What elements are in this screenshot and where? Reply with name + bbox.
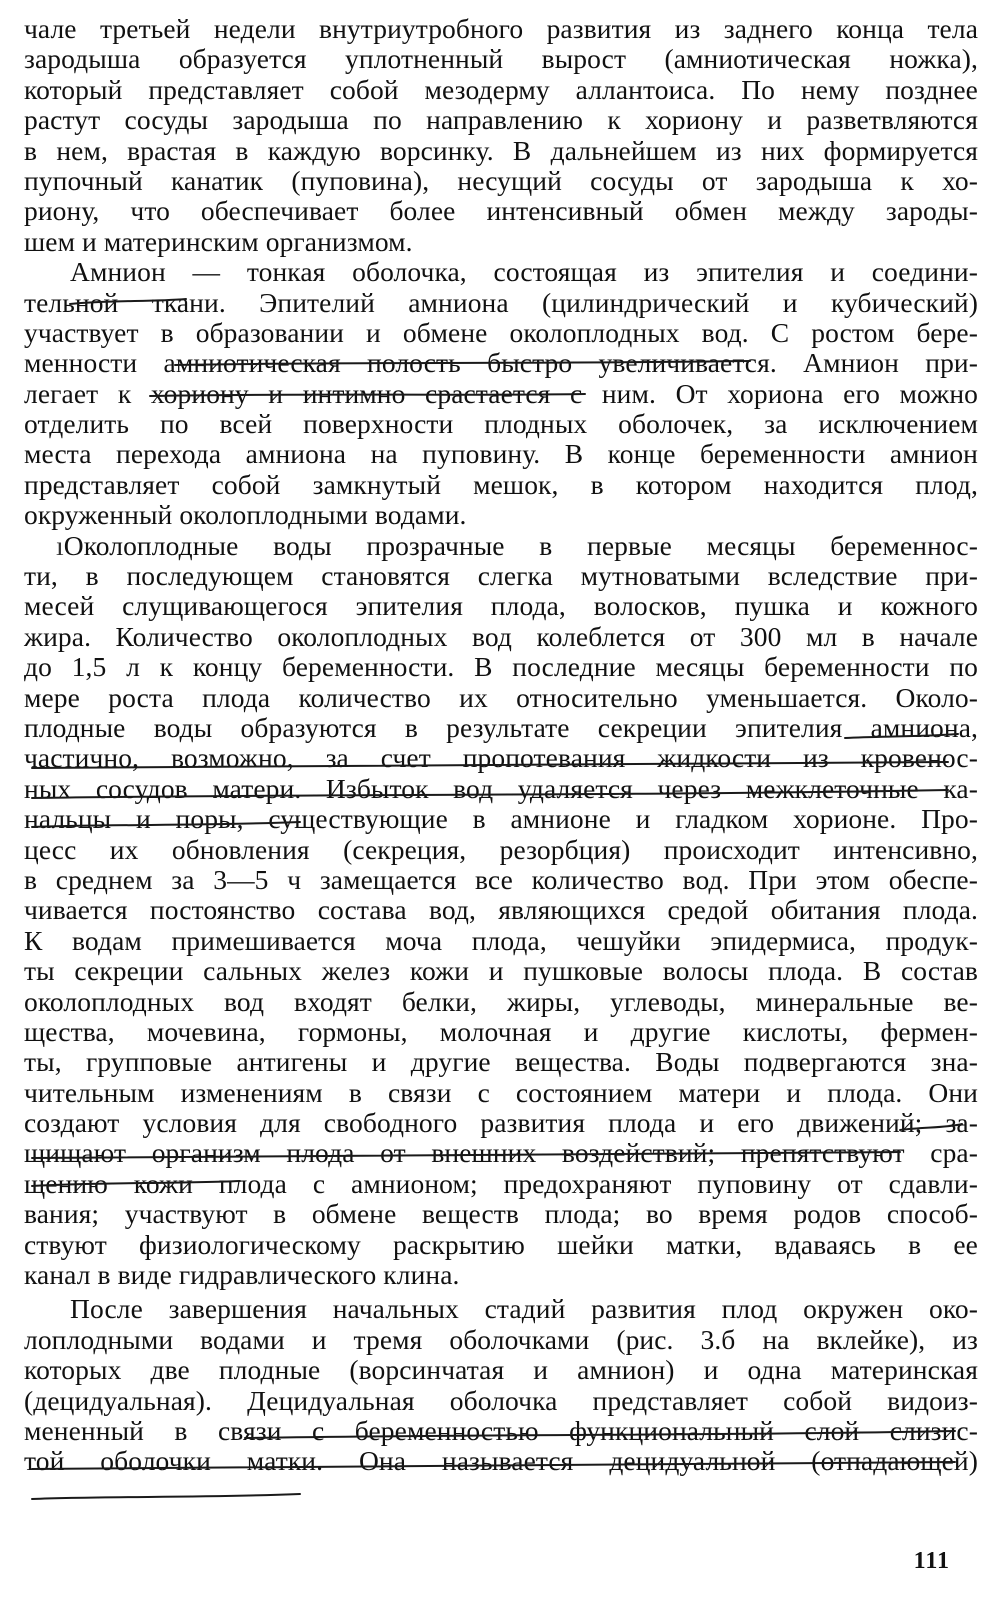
- text-line: зародыша образуется уплотненный вырост (амниотическая ножка),: [24, 43, 978, 75]
- text-line: (децидуальная). Децидуальная оболочка представляет собой видоиз-: [24, 1384, 978, 1416]
- paragraph-4: [24, 1294, 978, 1476]
- text-line: [24, 531, 978, 561]
- text-line: той оболочки матки. Она называется децидуальной (отпадающей): [24, 1445, 978, 1477]
- text-line: Амнион — тонкая оболочка, состоящая из эпителия и соедини-: [70, 256, 978, 288]
- text-line: тельной ткани. Эпителий амниона (цилиндрический и кубический): [24, 286, 978, 318]
- text-line: шем и материнским организмом.: [24, 225, 413, 257]
- paragraph-2: [24, 257, 978, 531]
- text-line: ты, групповые антигены и другие вещества. Воды подвергаются зна-: [24, 1046, 978, 1078]
- text-line: околоплодных вод входят белки, жиры, углеводы, минеральные ве-: [24, 985, 978, 1017]
- text-line: менности амниотическая полость быстро увеличивается. Амнион при-: [24, 347, 978, 379]
- paragraph-1: [24, 14, 978, 257]
- text-line: места перехода амниона на пуповину. В конце беременности амнион: [24, 438, 978, 470]
- text-line: ствуют физиологическому раскрытию шейки матки, вдаваясь в ее: [24, 1228, 978, 1260]
- text-line: чале третьей недели внутриутробного развития из заднего конца тела: [24, 13, 978, 44]
- text-line: в среднем за 3—5 ч замещается все количество вод. При этом обеспе-: [24, 863, 978, 895]
- page-number: 111: [913, 1548, 950, 1574]
- text-line: чивается постоянство состава вод, являющихся средой обитания плода.: [24, 894, 978, 926]
- text-line: пупочный канатик (пуповина), несущий сосуды от зародыша к хо-: [24, 164, 978, 196]
- text-line: окруженный околоплодными водами.: [24, 499, 467, 531]
- text-line: чительным изменениям в связи с состоянием матери и плода. Они: [24, 1076, 978, 1108]
- margin-mark: ı: [56, 529, 64, 561]
- text-line: растут сосуды зародыша по направлению к хориону и разветвляются: [24, 104, 978, 136]
- text-line: создают условия для свободного развития плода и его движений; за-: [24, 1107, 978, 1139]
- page-text: [24, 14, 978, 1477]
- text-line: отделить по всей поверхности плодных оболочек, за исключением: [24, 408, 978, 440]
- underline-decidua-3: [32, 1494, 300, 1499]
- text-line: частично, возможно, за счет пропотевания жидкости из кровенос-: [24, 742, 978, 774]
- text-line: мененный в связи с беременностью функциональный слой слизис-: [24, 1414, 978, 1446]
- text-line: который представляет собой мезодерму аллантоиса. По нему позднее: [24, 73, 978, 105]
- text-line: мере роста плода количество их относительно уменьшается. Около-: [24, 681, 978, 713]
- text-line: щищают организм плода от внешних воздействий; препятствуют сра-: [24, 1137, 978, 1169]
- text-line: вания; участвуют в обмене веществ плода; во время родов способ-: [24, 1198, 978, 1230]
- text-line: участвует в образовании и обмене околоплодных вод. С ростом бере-: [24, 316, 978, 348]
- text-line: ти, в последующем становятся слегка мутноватыми вследствие при-: [24, 560, 978, 592]
- text-line: жира. Количество околоплодных вод колеблется от 300 мл в начале: [24, 620, 978, 652]
- text-line: плодные воды образуются в результате секреции эпителия амниона,: [24, 711, 978, 743]
- text-line: щества, мочевина, гормоны, молочная и другие кислоты, фермен-: [24, 1015, 978, 1047]
- text-line: щению кожи плода с амнионом; предохраняют пуповину от сдавли-: [24, 1167, 978, 1199]
- paragraph-3: [24, 531, 978, 1291]
- text-line: ных сосудов матери. Избыток вод удаляется через межклеточные ка-: [24, 772, 978, 804]
- text-line-content: Околоплодные воды прозрачные в первые месяцы беременнос-: [63, 529, 978, 561]
- text-line: После завершения начальных стадий развития плод окружен око-: [70, 1293, 978, 1325]
- text-line: лоплодными водами и тремя оболочками (рис. 3.б на вклейке), из: [24, 1323, 978, 1355]
- text-line: цесс их обновления (секреция, резорбция) происходит интенсивно,: [24, 833, 978, 865]
- text-line: представляет собой замкнутый мешок, в котором находится плод,: [24, 468, 978, 500]
- text-line: нальцы и поры, существующие в амнионе и гладком хорионе. Про-: [24, 803, 978, 835]
- text-line: месей слущивающегося эпителия плода, волосков, пушка и кожного: [24, 590, 978, 622]
- text-line: канал в виде гидравлического клина.: [24, 1259, 460, 1291]
- text-line: до 1,5 л к концу беременности. В последние месяцы беременности по: [24, 651, 978, 683]
- text-line: риону, что обеспечивает более интенсивный обмен между зароды-: [24, 195, 978, 227]
- text-line: ты секреции сальных желез кожи и пушковые волосы плода. В состав: [24, 955, 978, 987]
- text-line: К водам примешивается моча плода, чешуйки эпидермиса, продук-: [24, 924, 978, 956]
- text-line: в нем, врастая в каждую ворсинку. В дальнейшем из них формируется: [24, 134, 978, 166]
- text-line: легает к хориону и интимно срастается с ним. От хориона его можно: [24, 377, 978, 409]
- text-line: которых две плодные (ворсинчатая и амнион) и одна материнская: [24, 1354, 978, 1386]
